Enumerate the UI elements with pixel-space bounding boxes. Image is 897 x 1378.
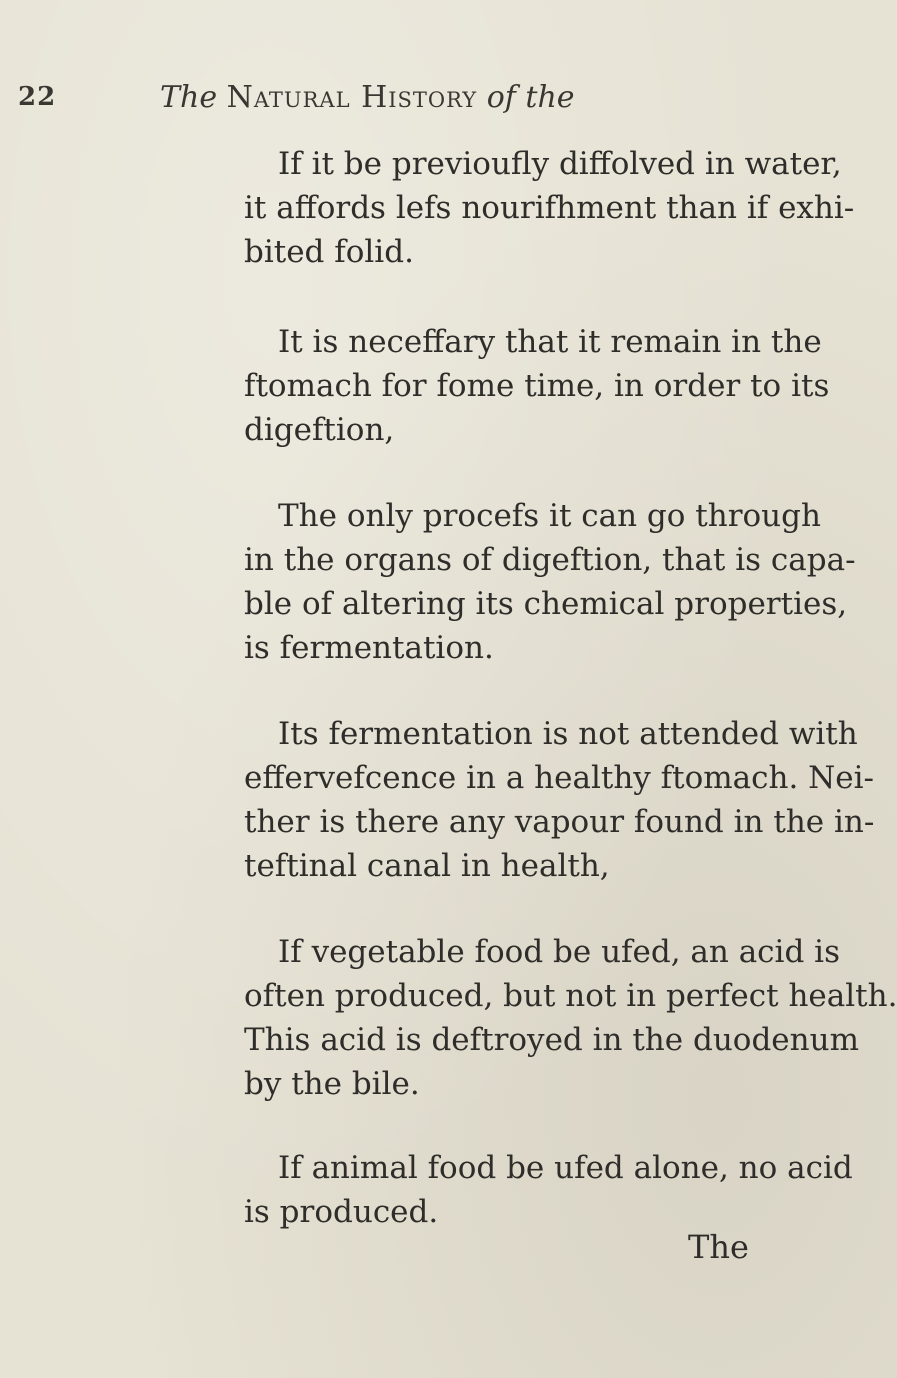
text-line: digeftion, [244,412,395,448]
text-line: often produced, but not in perfect health. [244,978,897,1014]
running-head-prefix: The [160,80,218,115]
text-line: is fermentation. [244,630,494,666]
text-line: ther is there any vapour found in the in- [244,804,875,840]
page-header [0,70,800,120]
text-line: ble of altering its chemical properties, [244,586,848,622]
text-line: It is neceffary that it remain in the [278,324,822,360]
paragraph-5 [244,930,897,1106]
text-line: is produced. [244,1194,439,1230]
text-line: Its fermentation is not attended with [278,716,858,752]
paragraph-2 [244,320,830,452]
paragraph-4 [244,712,875,888]
text-line: bited folid. [244,234,414,270]
text-line: by the bile. [244,1066,420,1102]
text-line: in the organs of digeftion, that is capa- [244,542,856,578]
paragraph-3 [244,494,856,670]
text-line: ftomach for fome time, in order to its [244,368,830,404]
catchword: The [688,1228,749,1266]
text-line: teftinal canal in health, [244,848,610,884]
text-line: The only procefs it can go through [278,498,821,534]
text-line: This acid is deftroyed in the duodenum [244,1022,859,1058]
text-line: If it be previoufly diffolved in water, [278,146,842,182]
running-head-title: Natural History [226,80,478,115]
paragraph-1 [244,142,855,274]
page-number: 22 [18,82,57,112]
running-head [160,80,575,115]
text-line: effervefcence in a healthy ftomach. Nei- [244,760,875,796]
text-line: If vegetable food be ufed, an acid is [278,934,840,970]
paragraph-6 [244,1146,853,1234]
text-line: If animal food be ufed alone, no acid [278,1150,853,1186]
text-line: it affords lefs nourifhment than if exhi- [244,190,855,226]
running-head-suffix: of the [486,80,575,115]
